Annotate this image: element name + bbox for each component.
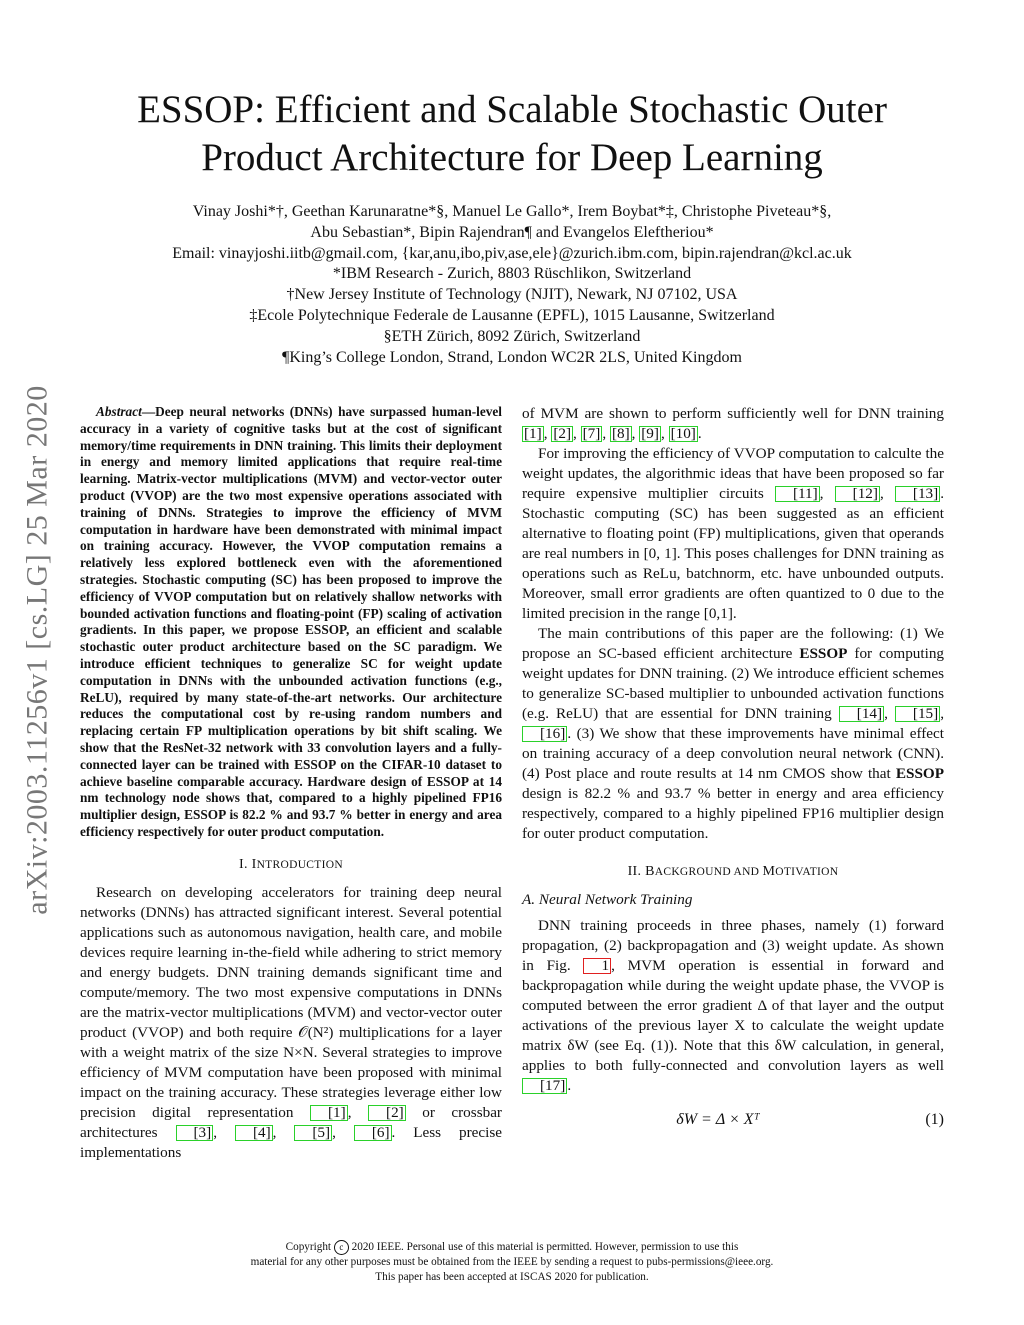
body-paragraph: of MVM are shown to perform sufficiently well for DNN training [1] , [2] , [7] , [8] , [9] , [10] . [522, 405, 944, 442]
intro-paragraph: Research on developing accelerators for training deep neural networks (DNNs) has attracted significant interest. Several potential applications such as autonomous navigation, health care, and mobile devices require learning in-the-field while adhering to strict memory and energy budgets. DNN training demands significant time and compute/memory. The two most expensive computations in DNNs are the matrix-vector multiplications (MVM) and vector-vector outer product (VVOP) and both require 𝒪(N²) multiplications for a layer with a weight matrix of the size N×N. Several strategies to improve efficiency of MVM computation have been proposed with minimal impact on the training accuracy. These strategies leverage either low precision digital representation [1] , [2] or crossbar architectures [3] , [4] , [5] , [6] . Less precise implementations [80, 883, 503, 1161]
citation-link[interactable]: [3] [176, 1125, 214, 1141]
author-block [80, 202, 944, 368]
arxiv-identifier [18, 350, 58, 950]
affiliation-line: *IBM Research - Zurich, 8803 Rüschlikon, Switzerland [332, 265, 692, 283]
affiliation-line: †New Jersey Institute of Technology (NJIT), Newark, NJ 07102, USA [286, 286, 738, 304]
citation-link[interactable]: [4] [235, 1125, 273, 1141]
body-paragraph: For improving the efficiency of VVOP computation to calculte the weight updates, the algorithmic ideas that have been proposed so far require expensive multiplier circuits [11] , [12] , [13] . Stochastic computing (SC) has been suggested as an efficient alternative to floating point (FP) multiplications, given that operands are real numbers in [0, 1]. This poses challenges for DNN training as operations such as ReLu, batchnorm, etc. have unbounded outputs. Moreover, small error gradients are often quantized to 0 due to the limited precision in the range [0,1]. [522, 445, 945, 622]
abstract [80, 404, 502, 841]
citation-link[interactable]: [10] [670, 425, 696, 442]
affiliation-line: ¶King’s College London, Strand, London WC2R 2LS, United Kingdom [282, 348, 742, 366]
citation-link[interactable]: [16] [522, 726, 567, 742]
citation-link[interactable]: [15] [895, 706, 940, 722]
citation-link[interactable]: [1] [310, 1105, 348, 1121]
equation-expression: δW = Δ × Xᵀ [676, 1111, 760, 1128]
citation-link[interactable]: [9] [641, 425, 659, 442]
citation-link[interactable]: [2] [368, 1105, 406, 1121]
author-line: Vinay Joshi*†, Geethan Karunaratne*§, Manuel Le Gallo*, Irem Boybat*‡, Christophe Piveteau*§, [192, 203, 832, 220]
citation-link[interactable]: [13] [895, 486, 940, 502]
title-line-1: ESSOP: Efficient and Scalable Stochastic Outer [137, 88, 887, 131]
abstract-text: —Deep neural networks (DNNs) have surpassed human-level accuracy in a variety of cognitive tasks but at the cost of significant memory/time requirements in DNN training. This limits their deployment in energy and memory limited applications that require real-time learning. Matrix-vector multiplications (MVM) and vector-vector outer product (VVOP) are the two most expensive operations associated with training of DNNs. Strategies to improve the efficiency of MVM computation in hardware have been demonstrated with minimal impact on training accuracy. However, the VVOP computation remains a relatively less explored bottleneck even with the aforementioned strategies. Stochastic computing (SC) has been proposed to improve the efficiency of VVOP computation but on relatively shallow networks with bounded activation functions and floating-point (FP) scaling of activation gradients. In this paper, we propose ESSOP, an efficient and scalable stochastic outer product architecture based on the SC paradigm. We introduce efficient techniques to generalize SC for weight update computation in DNNs with the unbounded activation functions (e.g., ReLU), required by many state-of-the-art networks. Our architecture reduces the computational cost by re-using random numbers and replacing certain FP multiplication operations by bit shift scaling. We show that the ResNet-32 network with 33 convolution layers and a fully-connected layer can be trained with ESSOP on the CIFAR-10 dataset to achieve baseline comparable accuracy. Hardware design of ESSOP at 14 nm technology node shows that, compared to a highly pipelined FP16 multiplier design, ESSOP is 82.2 % and 93.7 % better in energy and area efficiency respectively for outer product computation. [80, 404, 502, 839]
citation-link[interactable]: [12] [835, 486, 880, 502]
copyright-notice: Copyright c 2020 IEEE. Personal use of this material is permitted. However, permission to use this material for any other purposes must be obtained from the IEEE by sending a request to pubs-permissions@ieee.org. This paper has been accepted at ISCAS 2020 for publication. [250, 1241, 774, 1283]
citation-link[interactable]: [17] [522, 1078, 567, 1094]
affiliation-line: §ETH Zürich, 8092 Zürich, Switzerland [383, 327, 641, 345]
essop-name: ESSOP [895, 765, 944, 782]
right-column [522, 404, 944, 1130]
citation-link[interactable]: [1] [524, 425, 542, 442]
citation-link[interactable]: [11] [775, 486, 820, 502]
paper-title [80, 86, 944, 182]
equation-1 [522, 1110, 944, 1130]
section-heading-background: II. BACKGROUND AND MOTIVATION [627, 864, 839, 879]
equation-number: (1) [925, 1111, 944, 1128]
citation-link[interactable]: [6] [354, 1125, 392, 1141]
contributions-paragraph: The main contributions of this paper are the following: (1) We propose an SC-based efficient architecture ESSOP for computing weight updates for DNN training. (2) We introduce efficient schemes to generalize SC-based multiplier to unbounded activation functions (e.g. ReLU) that are essential for DNN training [14] , [15] , [16] . (3) We show that these improvements have minimal effect on training accuracy of a deep convolution neural network (CNN). (4) Post place and route results at 14 nm CMOS show that ESSOP design is 82.2 % and 93.7 % better in energy and area efficiency respectively, compared to a highly pipelined FP16 multiplier design for outer product computation. [522, 625, 945, 842]
author-line: Abu Sebastian*, Bipin Rajendran¶ and Evangelos Eleftheriou* [310, 223, 714, 241]
citation-link[interactable]: [14] [839, 706, 884, 722]
arxiv-id-text: arXiv:2003.11256v1 [cs.LG] 25 Mar 2020 [21, 385, 54, 915]
essop-name: ESSOP [799, 645, 848, 662]
figure-link[interactable]: 1 [583, 958, 611, 974]
author-email-line: Email: vinayjoshi.iitb@gmail.com, {kar,anu,ibo,piv,ase,ele}@zurich.ibm.com, bipin.rajendran@kcl.ac.uk [172, 244, 852, 262]
citation-link[interactable]: [8] [611, 425, 630, 442]
body-paragraph: DNN training proceeds in three phases, namely (1) forward propagation, (2) backpropagation and (3) weight update. As shown in Fig. 1 , MVM operation is essential in forward and backpropagation while during the weight update phase, the VVOP is computed between the error gradient Δ of that layer and the output activations of the previous layer X to calculate the weight update matrix δW (see Eq. (1)). Note that this δW calculation, in general, applies to both fully-connected and convolution layers as well [17] . [522, 917, 944, 1094]
affiliation-line: ‡Ecole Polytechnique Federale de Lausanne (EPFL), 1015 Lausanne, Switzerland [249, 306, 775, 324]
citation-link[interactable]: [5] [294, 1125, 332, 1141]
citation-link[interactable]: [7] [582, 425, 601, 442]
title-line-2: Product Architecture for Deep Learning [201, 136, 823, 179]
abstract-label: Abstract [96, 404, 142, 419]
subsection-heading: A. Neural Network Training [522, 891, 693, 908]
left-column [80, 404, 502, 1163]
copyright-symbol: c [334, 1240, 349, 1255]
section-heading-introduction: I. INTRODUCTION [239, 856, 343, 872]
citation-link[interactable]: [2] [553, 425, 572, 442]
